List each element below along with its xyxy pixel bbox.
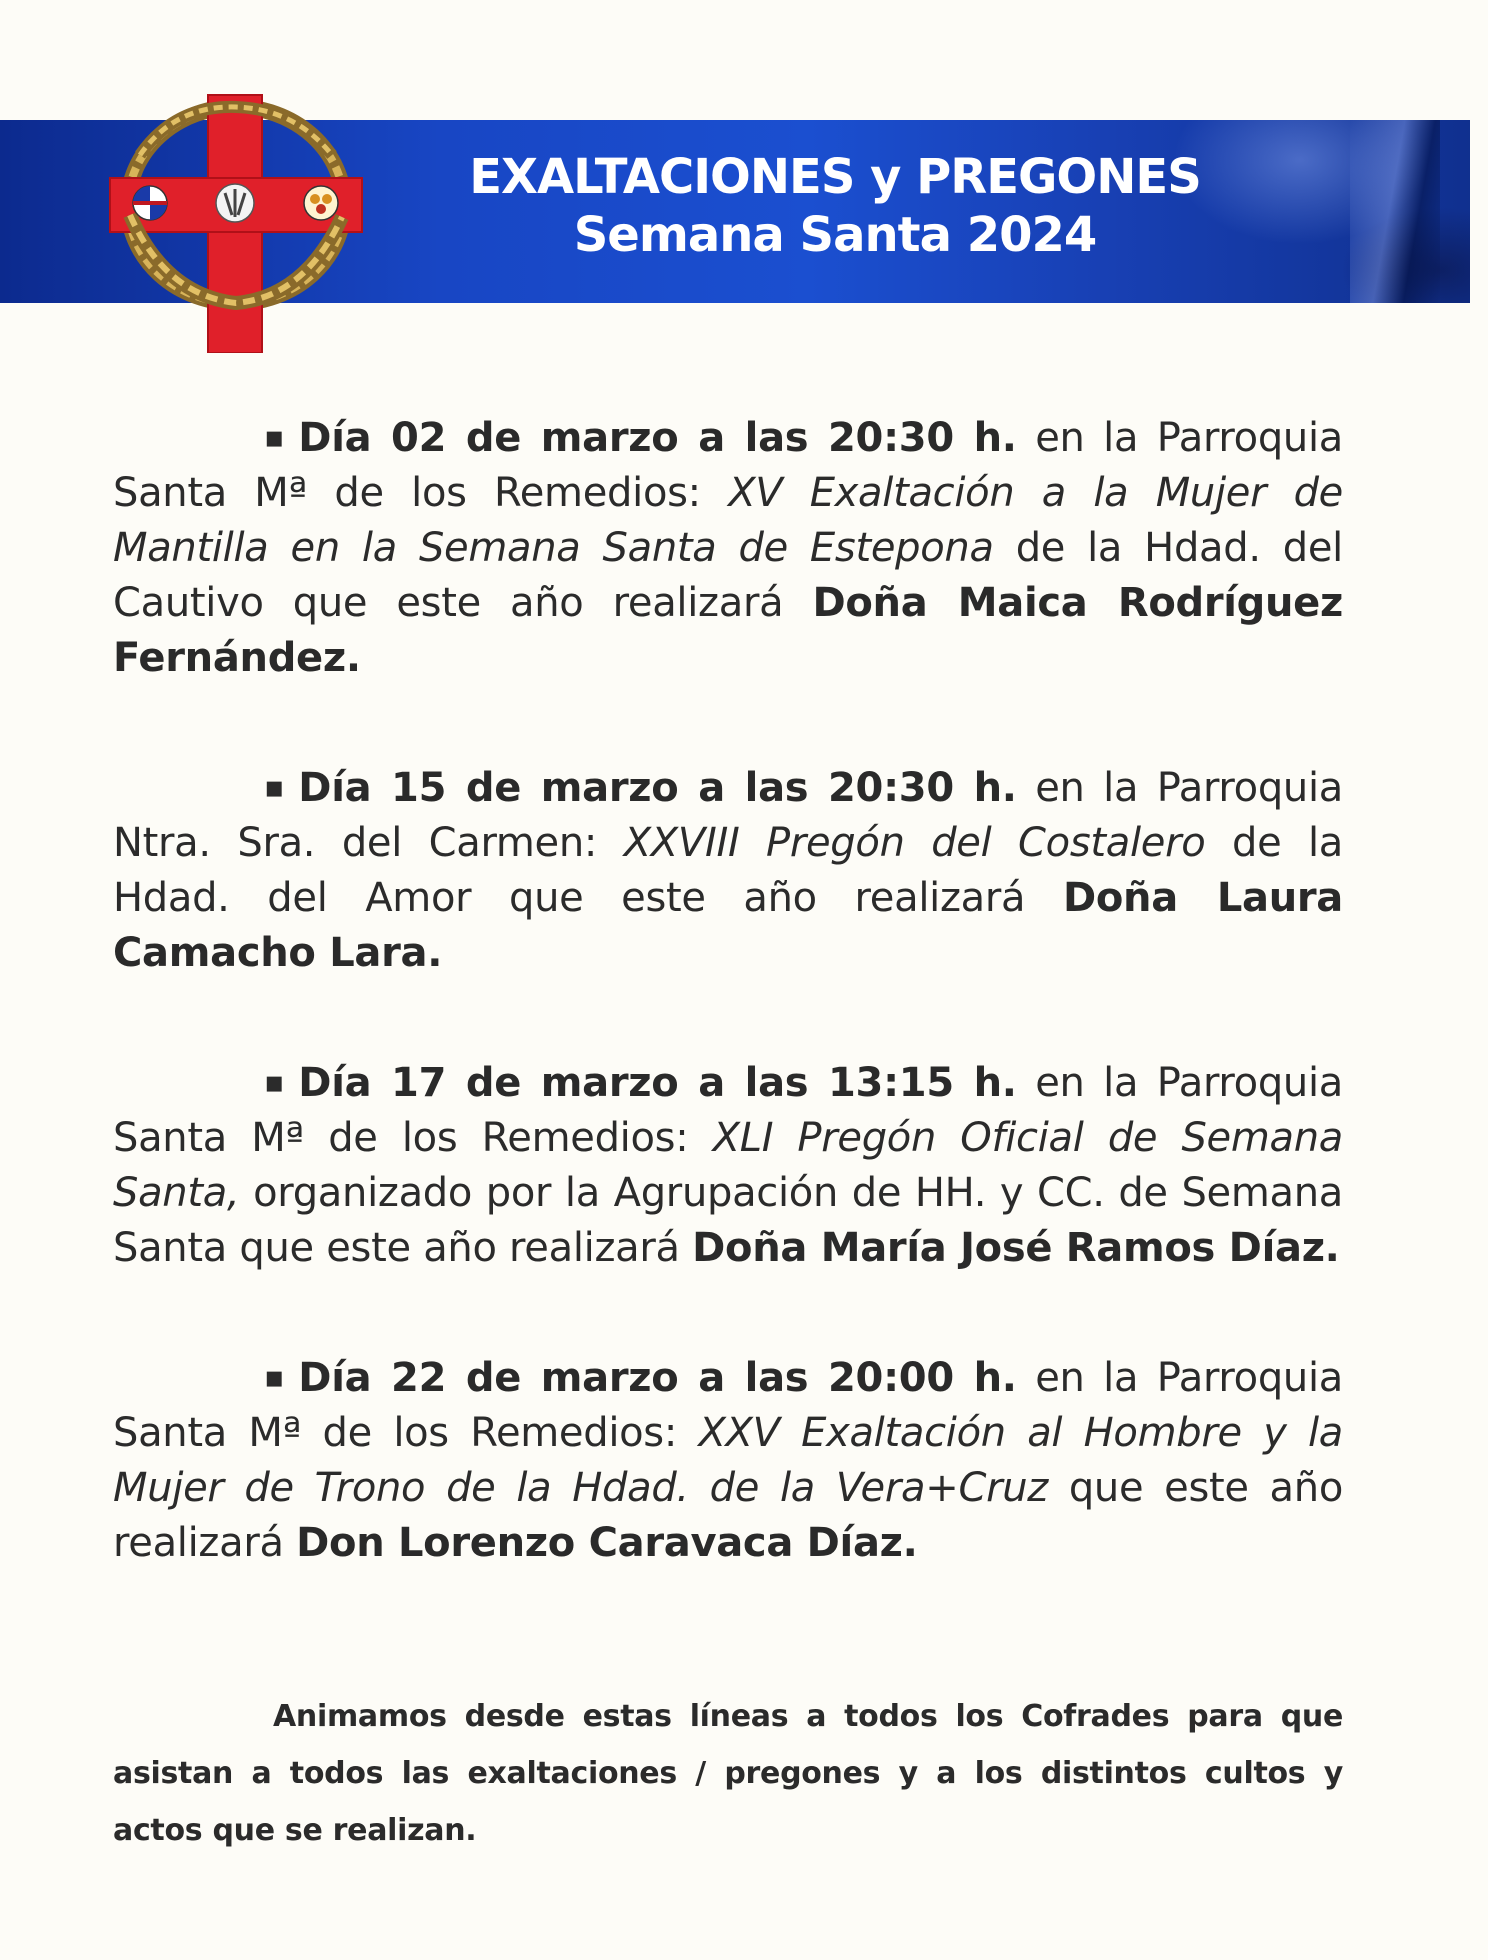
event-place: en la Parroquia Ntra. Sra. del Carmen:	[113, 765, 1343, 866]
event-date: Día 22 de marzo a las 20:00 h.	[298, 1355, 1017, 1401]
event-details: organizado por la Agrupación de HH. y CC. de Semana Santa que este año realizará	[113, 1170, 1343, 1271]
event-title: XXVIII Pregón del Costalero	[623, 820, 1206, 866]
event-title: XXV Exaltación al Hombre y la Mujer de Trono de la Hdad. de la Vera+Cruz	[113, 1410, 1344, 1511]
title-line-1: EXALTACIONES y PREGONES	[469, 149, 1201, 205]
bullet-icon: ▪	[258, 1065, 291, 1100]
event-place: en la Parroquia Santa Mª de los Remedios:	[113, 1060, 1343, 1161]
event-details: que este año realizará	[113, 1465, 1343, 1566]
event-place: en la Parroquia Santa Mª de los Remedios:	[113, 1355, 1343, 1456]
title-line-2: Semana Santa 2024	[573, 207, 1097, 263]
event-date: Día 02 de marzo a las 20:30 h.	[298, 415, 1017, 461]
event-item	[113, 410, 1343, 686]
event-speaker: Doña Maica Rodríguez Fernández.	[113, 580, 1343, 681]
events-list	[113, 410, 1343, 1645]
closing-paragraph	[113, 1688, 1343, 1859]
banner-fabric-fold	[1350, 120, 1440, 303]
event-place: en la Parroquia Santa Mª de los Remedios:	[113, 415, 1343, 516]
event-item	[113, 1055, 1343, 1276]
event-date: Día 15 de marzo a las 20:30 h.	[298, 765, 1017, 811]
bullet-icon: ▪	[258, 770, 291, 805]
closing-text: Animamos desde estas líneas a todos los Cofrades para que asistan a todos las exaltaciones / pregones y a los distintos cultos y actos que se realizan.	[113, 1699, 1343, 1848]
event-details: de la Hdad. del Cautivo que este año realizará	[113, 525, 1343, 626]
event-title: XLI Pregón Oficial de Semana Santa,	[113, 1115, 1343, 1216]
event-item	[113, 760, 1343, 981]
event-item	[113, 1350, 1343, 1571]
event-details: de la Hdad. del Amor que este año realizará	[113, 820, 1343, 921]
cross-with-crown-of-thorns-icon	[105, 85, 367, 353]
bullet-icon: ▪	[258, 1360, 291, 1395]
page-title	[455, 148, 1215, 264]
event-date: Día 17 de marzo a las 13:15 h.	[298, 1060, 1017, 1106]
event-speaker: Doña María José Ramos Díaz.	[692, 1225, 1340, 1271]
event-title: XV Exaltación a la Mujer de Mantilla en la Semana Santa de Estepona	[113, 470, 1343, 571]
event-speaker: Don Lorenzo Caravaca Díaz.	[296, 1520, 918, 1566]
bullet-icon: ▪	[258, 420, 291, 455]
event-speaker: Doña Laura Camacho Lara.	[113, 875, 1343, 976]
